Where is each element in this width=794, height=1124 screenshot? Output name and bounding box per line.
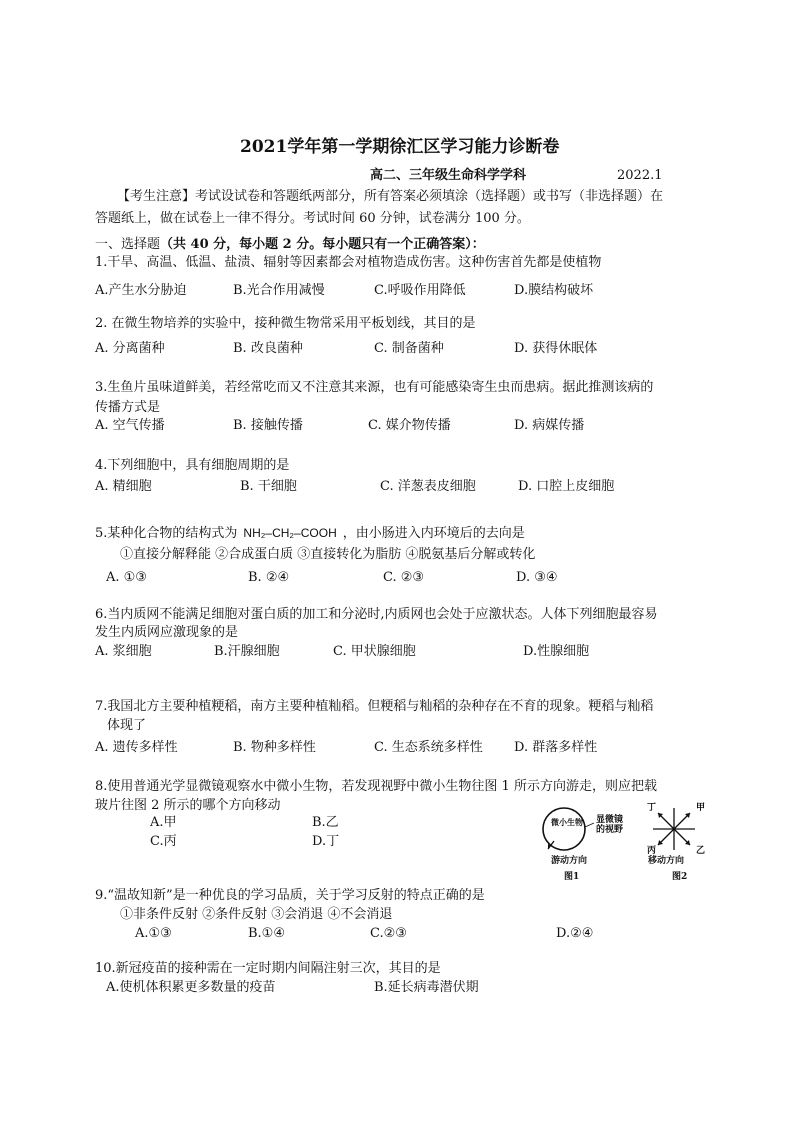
question-1-option-d: D.膜结构破坏 — [514, 283, 594, 298]
question-2-option-a: A. 分离菌种 — [95, 341, 165, 356]
question-7-option-c: C. 生态系统多样性 — [374, 740, 483, 755]
question-5-option-c: C. ②③ — [383, 570, 425, 585]
question-9-statements: ①非条件反射 ②条件反射 ③会消退 ④不会消退 — [120, 907, 393, 922]
question-1-option-c: C.呼吸作用降低 — [374, 283, 466, 298]
exam-date: 2022.1 — [617, 168, 663, 183]
question-6-option-c: C. 甲状腺细胞 — [333, 644, 416, 659]
figure-2 — [636, 800, 716, 885]
question-6-option-d: D.性腺细胞 — [523, 644, 590, 659]
question-2-option-b: B. 改良菌种 — [233, 341, 303, 356]
figure-1-label: 图1 — [564, 872, 580, 882]
question-6-option-b: B.汗腺细胞 — [214, 644, 280, 659]
question-9-option-c: C.②③ — [370, 926, 407, 941]
question-6-option-a: A. 浆细胞 — [95, 644, 152, 659]
question-4-option-a: A. 精细胞 — [95, 479, 152, 494]
question-2-option-d: D. 获得休眠体 — [514, 341, 598, 356]
question-3-option-a: A. 空气传播 — [95, 418, 165, 433]
figure-2-direction-yi: 乙 — [696, 846, 706, 856]
question-5-option-b: B. ②④ — [248, 570, 290, 585]
question-4-option-d: D. 口腔上皮细胞 — [518, 479, 615, 494]
figure-1-side-label: 显微镜的视野 — [596, 815, 624, 835]
figure-2-direction-jia: 甲 — [696, 803, 706, 813]
question-7-option-b: B. 物种多样性 — [233, 740, 316, 755]
question-2-stem: 2. 在微生物培养的实验中，接种微生物常采用平板划线，其目的是 — [95, 316, 476, 331]
question-10-option-b: B.延长病毒潜伏期 — [374, 980, 479, 995]
question-3-stem-line-1: 3.生鱼片虽味道鲜美，若经常吃而又不注意其来源，也有可能感染寄生虫而患病。据此推测该病的 — [95, 380, 654, 395]
section-instructions: （共 40 分，每小题 2 分。每小题只有一个正确答案）： — [160, 237, 485, 252]
section-heading — [95, 237, 485, 253]
question-1-stem: 1.干旱、高温、低温、盐渍、辐射等因素都会对植物造成伤害。这种伤害首先都是使植物 — [95, 255, 602, 270]
question-9-option-a: A.①③ — [135, 926, 172, 941]
question-9-option-d: D.②④ — [556, 926, 594, 941]
question-5-stem — [95, 525, 525, 542]
figure-2-label: 图2 — [672, 872, 688, 882]
question-8-stem-line-1: 8.使用普通光学显微镜观察水中微小生物，若发现视野中微小生物往图 1 所示方向游走，则应把载 — [95, 779, 657, 794]
question-7-option-d: D. 群落多样性 — [514, 740, 598, 755]
page-title: 2021学年第一学期徐汇区学习能力诊断卷 — [240, 137, 560, 157]
question-10-stem: 10.新冠疫苗的接种需在一定时期内间隔注射三次，其目的是 — [95, 961, 441, 976]
question-8-stem-line-2: 玻片往图 2 所示的哪个方向移动 — [95, 798, 281, 813]
question-7-option-a: A. 遗传多样性 — [95, 740, 178, 755]
question-3-option-b: B. 接触传播 — [233, 418, 303, 433]
figure-2-direction-bing: 丙 — [647, 846, 657, 856]
figure-1-inner-label: 微小生物 — [551, 817, 583, 827]
question-1-option-b: B.光合作用减慢 — [233, 283, 325, 298]
question-4-stem: 4.下列细胞中，具有细胞周期的是 — [95, 458, 290, 473]
figure-2-caption: 移动方向 — [648, 856, 685, 866]
question-7-stem-line-2: 体现了 — [107, 718, 147, 733]
question-9-option-b: B.①④ — [248, 926, 285, 941]
question-3-stem-line-2: 传播方式是 — [95, 400, 161, 415]
question-5-option-a: A. ①③ — [106, 570, 147, 585]
question-7-stem-line-1: 7.我国北方主要种植粳稻，南方主要种植籼稻。但粳稻与籼稻的杂种存在不育的现象。粳稻与籼稻 — [95, 699, 654, 714]
question-2-option-c: C. 制备菌种 — [374, 341, 444, 356]
question-5-statements: ①直接分解释能 ②合成蛋白质 ③直接转化为脂肪 ④脱氨基后分解或转化 — [120, 547, 536, 562]
notice-line-2: 答题纸上，做在试卷上一律不得分。考试时间 60 分钟，试卷满分 100 分。 — [95, 211, 530, 226]
question-6-stem-line-2: 发生内质网应激现象的是 — [95, 625, 239, 640]
question-8-option-d: D.丁 — [312, 834, 340, 849]
question-5-formula: NH₂–CH₂–COOH — [243, 526, 337, 540]
figure-2-direction-ding: 丁 — [647, 803, 657, 813]
question-3-option-c: C. 媒介物传播 — [368, 418, 451, 433]
question-10-option-a: A.使机体积累更多数量的疫苗 — [106, 980, 276, 995]
section-prefix: 一、选择题 — [95, 237, 161, 252]
question-5-stem-a: 5.某种化合物的结构式为 — [95, 526, 238, 541]
question-4-option-b: B. 干细胞 — [240, 479, 297, 494]
figure-1-caption: 游动方向 — [551, 856, 588, 866]
question-8-option-b: B.乙 — [312, 815, 339, 830]
question-5-stem-b: ，由小肠进入内环境后的去向是 — [342, 526, 525, 541]
subject-subtitle: 高二、三年级生命科学学科 — [370, 168, 527, 183]
question-6-stem-line-1: 6.当内质网不能满足细胞对蛋白质的加工和分泌时,内质网也会处于应激状态。人体下列细胞最容易 — [95, 607, 658, 622]
question-1-option-a: A.产生水分胁迫 — [95, 283, 187, 298]
figure-1 — [540, 805, 630, 885]
question-3-option-d: D. 病媒传播 — [514, 418, 585, 433]
question-9-stem: 9.“温故知新”是一种优良的学习品质，关于学习反射的特点正确的是 — [95, 888, 485, 903]
notice-line-1: 【考生注意】考试设试卷和答题纸两部分，所有答案必须填涂（选择题）或书写（非选择题）在 — [117, 189, 664, 204]
question-4-option-c: C. 洋葱表皮细胞 — [380, 479, 476, 494]
question-8-option-a: A.甲 — [150, 815, 177, 830]
question-8-option-c: C.丙 — [150, 834, 177, 849]
question-5-option-d: D. ③④ — [516, 570, 558, 585]
